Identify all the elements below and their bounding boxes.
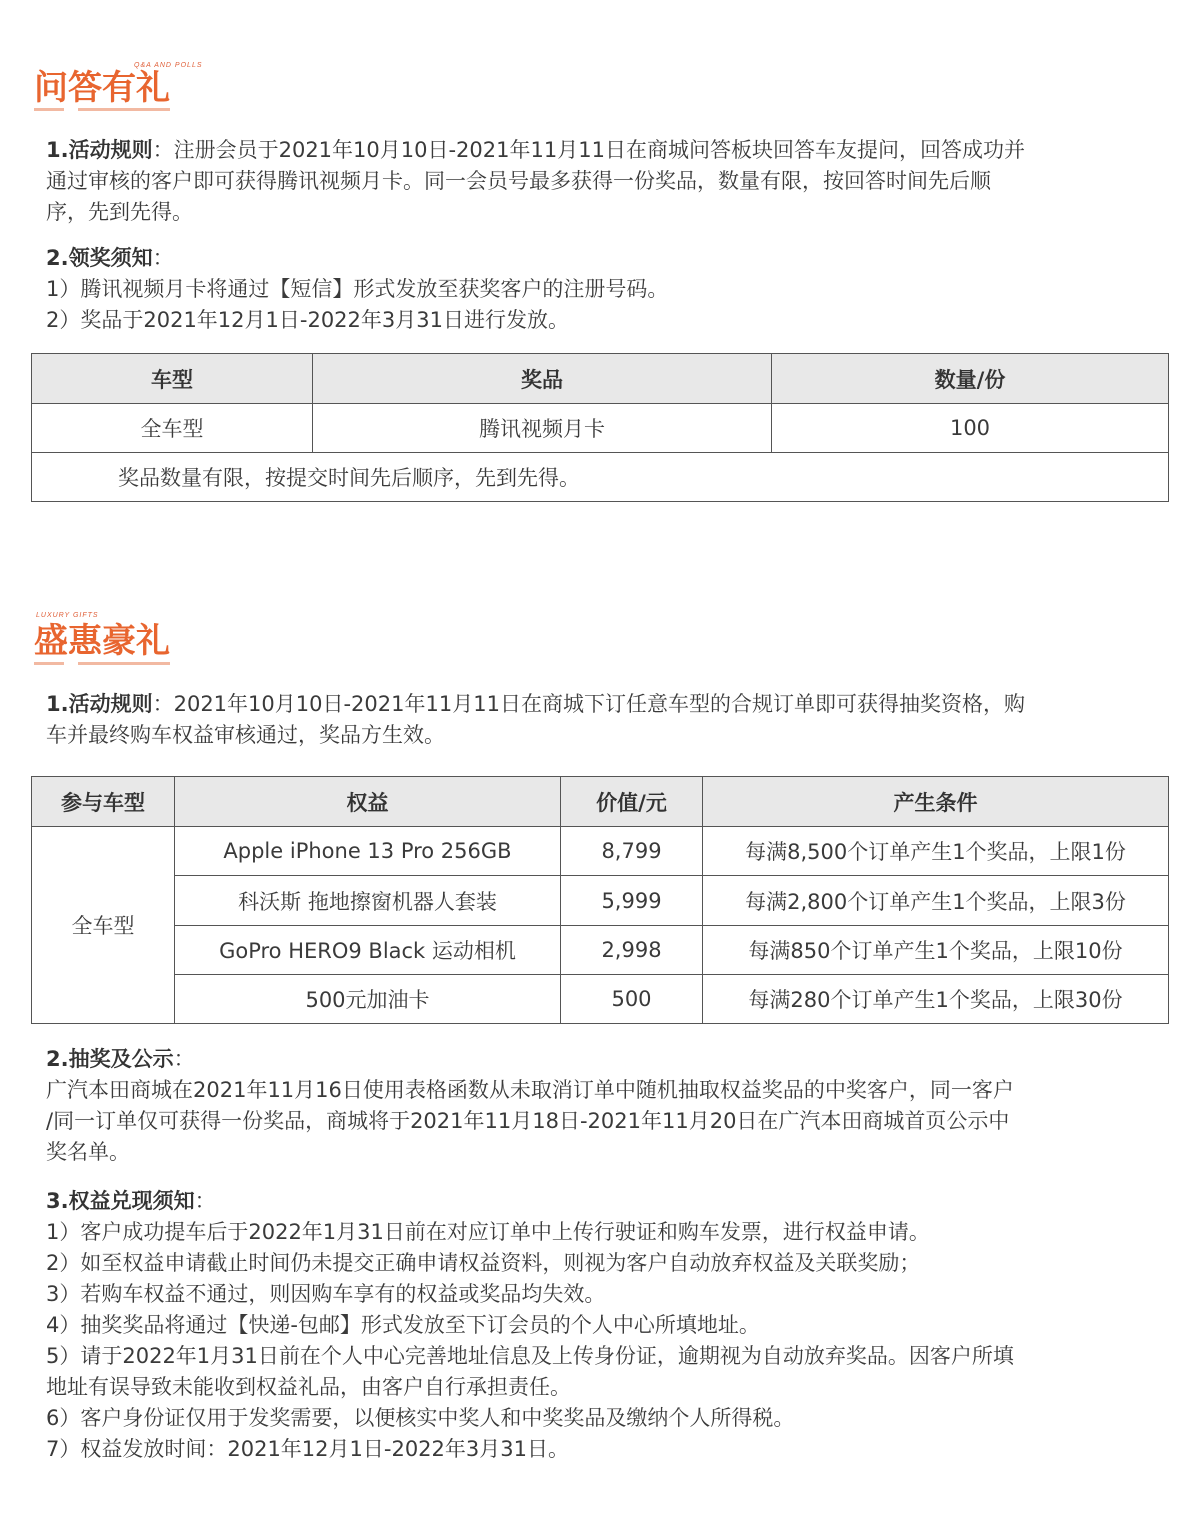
- table-row: [32, 975, 1169, 1024]
- table-cell: 500元加油卡: [175, 975, 561, 1024]
- table-cell: 100: [772, 404, 1169, 453]
- table-row: [32, 404, 1169, 453]
- prize-table-qa: [31, 353, 1169, 502]
- table-row: [32, 926, 1169, 975]
- draw-line: 广汽本田商城在2021年11月16日使用表格函数从未取消订单中随机抽取权益奖品的中奖客户，同一客户: [46, 1078, 1014, 1102]
- table-cell: 8,799: [561, 827, 703, 876]
- label-colon: ：: [152, 246, 174, 270]
- table-footnote: 奖品数量有限，按提交时间先后顺序，先到先得。: [32, 453, 1169, 502]
- draw-line: 奖名单。: [46, 1140, 130, 1164]
- table-cell-model: 全车型: [32, 827, 175, 1024]
- redeem-line: 5）请于2022年1月31日前在个人中心完善地址信息及上传身份证，逾期视为自动放弃奖品。因客户所填: [46, 1344, 1014, 1368]
- redeem-line: 6）客户身份证仅用于发奖需要，以便核实中奖人和中奖奖品及缴纳个人所得税。: [46, 1406, 795, 1430]
- rule-line: 车并最终购车权益审核通过，奖品方生效。: [46, 723, 445, 747]
- section-subtitle: Q&A AND POLLS: [134, 62, 203, 69]
- section-title: 问答有礼: [34, 68, 170, 108]
- redeem-line: 7）权益发放时间：2021年12月1日-2022年3月31日。: [46, 1437, 569, 1461]
- table-cell: GoPro HERO9 Black 运动相机: [175, 926, 561, 975]
- title-underline: [78, 108, 170, 111]
- rule-line: ：2021年10月10日-2021年11月11日在商城下订任意车型的合规订单即可获得抽奖资格，购: [152, 692, 1025, 716]
- rule-line: ：注册会员于2021年10月10日-2021年11月11日在商城问答板块回答车友提问，回答成功并: [152, 138, 1025, 162]
- claim-notice: [46, 243, 1161, 336]
- draw-label: 2.抽奖及公示: [46, 1047, 174, 1071]
- table-row: [32, 876, 1169, 926]
- table-header: 奖品: [313, 354, 772, 404]
- table-header: 车型: [32, 354, 313, 404]
- table-header: 价值/元: [561, 777, 703, 827]
- table-cell: 每满850个订单产生1个奖品，上限10份: [703, 926, 1169, 975]
- rule-label: 1.活动规则: [46, 692, 153, 716]
- table-cell: 腾讯视频月卡: [313, 404, 772, 453]
- notice-line: 2）奖品于2021年12月1日-2022年3月31日进行发放。: [46, 308, 569, 332]
- table-cell: 每满2,800个订单产生1个奖品，上限3份: [703, 876, 1169, 926]
- table-cell: 500: [561, 975, 703, 1024]
- table-cell: 每满8,500个订单产生1个奖品，上限1份: [703, 827, 1169, 876]
- redeem-label: 3.权益兑现须知: [46, 1189, 195, 1213]
- section-heading-gifts: [34, 612, 194, 670]
- activity-rules-2: [46, 689, 1161, 751]
- table-cell: 2,998: [561, 926, 703, 975]
- table-header: 产生条件: [703, 777, 1169, 827]
- draw-line: /同一订单仅可获得一份奖品，商城将于2021年11月18日-2021年11月20日在广汽本田商城首页公示中: [46, 1109, 1010, 1133]
- title-underline: [34, 108, 64, 111]
- table-cell: 5,999: [561, 876, 703, 926]
- title-underline: [34, 662, 64, 665]
- redeem-line: 3）若购车权益不通过，则因购车享有的权益或奖品均失效。: [46, 1282, 606, 1306]
- redeem-line: 2）如至权益申请截止时间仍未提交正确申请权益资料，则视为客户自动放弃权益及关联奖励；: [46, 1251, 921, 1275]
- rule-label: 1.活动规则: [46, 138, 153, 162]
- section-title: 盛惠豪礼: [34, 621, 170, 661]
- label-colon: ：: [194, 1189, 216, 1213]
- rule-line: 通过审核的客户即可获得腾讯视频月卡。同一会员号最多获得一份奖品，数量有限，按回答时间先后顺: [46, 169, 991, 193]
- section-subtitle: LUXURY GIFTS: [36, 612, 99, 619]
- activity-rules: [46, 135, 1161, 228]
- table-cell: 每满280个订单产生1个奖品，上限30份: [703, 975, 1169, 1024]
- table-cell: 科沃斯 拖地擦窗机器人套装: [175, 876, 561, 926]
- table-row: [32, 827, 1169, 876]
- table-header: 参与车型: [32, 777, 175, 827]
- redeem-line: 1）客户成功提车后于2022年1月31日前在对应订单中上传行驶证和购车发票，进行权益申请。: [46, 1220, 930, 1244]
- table-cell: 全车型: [32, 404, 313, 453]
- notice-line: 1）腾讯视频月卡将通过【短信】形式发放至获奖客户的注册号码。: [46, 277, 669, 301]
- table-header: 权益: [175, 777, 561, 827]
- draw-announcement: [46, 1044, 1161, 1168]
- title-underline: [78, 662, 170, 665]
- prize-table-gifts: [31, 776, 1169, 1024]
- rule-line: 序，先到先得。: [46, 200, 193, 224]
- notice-label: 2.领奖须知: [46, 246, 153, 270]
- table-footnote-row: [32, 453, 1169, 502]
- redeem-line: 地址有误导致未能收到权益礼品，由客户自行承担责任。: [46, 1375, 571, 1399]
- redeem-line: 4）抽奖奖品将通过【快递-包邮】形式发放至下订会员的个人中心所填地址。: [46, 1313, 760, 1337]
- table-header: 数量/份: [772, 354, 1169, 404]
- redemption-notice: [46, 1186, 1161, 1465]
- section-heading-qa: [34, 62, 203, 114]
- label-colon: ：: [173, 1047, 195, 1071]
- table-cell: Apple iPhone 13 Pro 256GB: [175, 827, 561, 876]
